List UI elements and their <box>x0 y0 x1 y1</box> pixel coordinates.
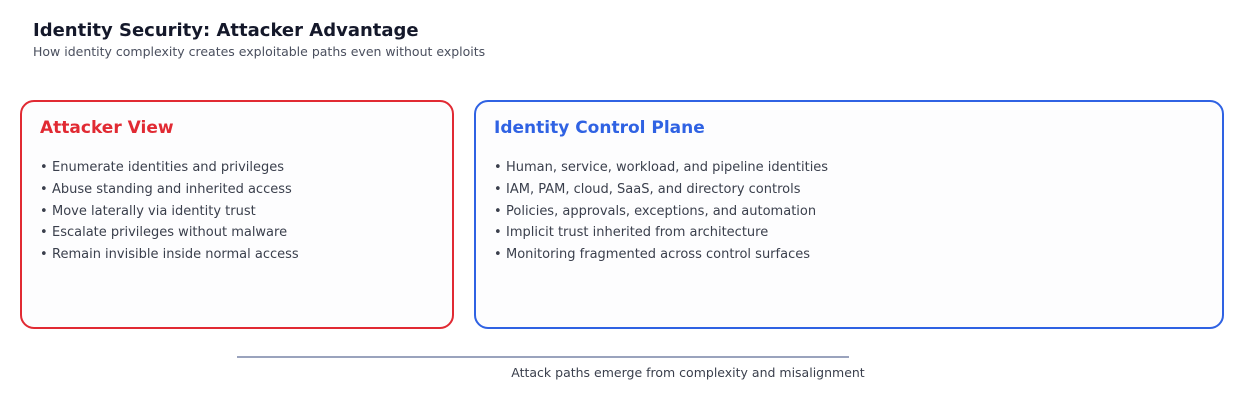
bullet-icon: • <box>494 203 502 219</box>
footer-caption: Attack paths emerge from complexity and misalignment <box>511 365 865 380</box>
page-subtitle: How identity complexity creates exploitable paths even without exploits <box>33 44 486 59</box>
attacker-view-panel <box>20 100 454 329</box>
list-item <box>40 179 299 201</box>
list-item <box>40 222 299 244</box>
page-title: Identity Security: Attacker Advantage <box>33 20 419 41</box>
list-item <box>494 157 828 179</box>
list-item-text: Policies, approvals, exceptions, and automation <box>506 203 817 219</box>
bullet-icon: • <box>494 225 502 241</box>
list-item-text: Move laterally via identity trust <box>52 203 256 219</box>
bullet-icon: • <box>40 225 48 241</box>
bullet-icon: • <box>40 203 48 219</box>
bullet-icon: • <box>40 160 48 175</box>
list-item <box>40 157 299 179</box>
list-item-text: Monitoring fragmented across control surfaces <box>506 247 810 263</box>
list-item <box>494 222 828 244</box>
list-item <box>494 179 828 201</box>
list-item-text: Enumerate identities and privileges <box>52 160 285 175</box>
attacker-view-list <box>40 157 299 266</box>
bullet-icon: • <box>494 247 502 263</box>
list-item <box>494 244 828 266</box>
diagram-header <box>33 20 485 60</box>
list-item-text: Implicit trust inherited from architecture <box>506 225 769 241</box>
list-item <box>40 201 299 223</box>
bullet-icon: • <box>494 181 502 197</box>
list-item-text: Escalate privileges without malware <box>52 225 288 241</box>
list-item <box>494 201 828 223</box>
bullet-icon: • <box>494 160 502 175</box>
bullet-icon: • <box>40 247 48 263</box>
identity-control-plane-panel <box>474 100 1224 329</box>
list-item-text: IAM, PAM, cloud, SaaS, and directory controls <box>506 181 801 197</box>
identity-control-plane-list <box>494 157 828 266</box>
list-item-text: Human, service, workload, and pipeline identities <box>506 160 829 175</box>
list-item-text: Remain invisible inside normal access <box>52 247 299 263</box>
attacker-view-title: Attacker View <box>40 118 174 138</box>
identity-control-plane-title: Identity Control Plane <box>494 118 705 138</box>
divider-line <box>237 356 849 358</box>
bullet-icon: • <box>40 181 48 197</box>
list-item-text: Abuse standing and inherited access <box>52 181 292 197</box>
list-item <box>40 244 299 266</box>
